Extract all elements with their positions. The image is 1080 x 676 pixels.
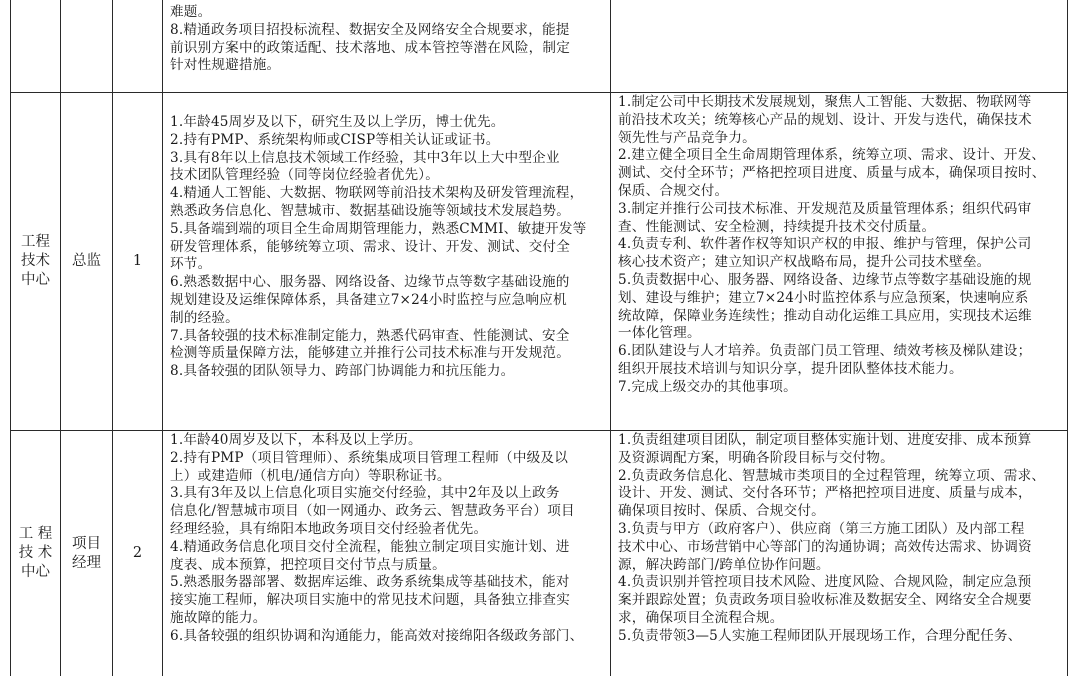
duty-line: 1.制定公司中长期技术发展规划，聚焦人工智能、大数据、物联网等	[618, 94, 1032, 110]
duty-line: 4.负责识别并管控项目技术风险、进度风险、合规风险，制定应急预	[618, 574, 1032, 591]
requirement-line: 5.熟悉服务器部署、数据库运维、政务系统集成等基础技术，能对	[170, 574, 570, 591]
requirement-line: 3.具有8年以上信息技术领域工作经验，其中3年以上大中型企业	[170, 149, 560, 166]
requirement-line: 2.持有PMP（项目管理师）、系统集成项目管理工程师（中级及以	[170, 449, 569, 466]
requirement-line: 8.精通政务项目招投标流程、数据安全及网络安全合规要求，能提	[170, 21, 570, 38]
requirement-line: 规划建设及运维保障体系，具备建立7×24小时监控与应急响应机	[170, 291, 567, 308]
duty-line: 组织开展技术培训与知识分享，提升团队整体技术能力。	[618, 360, 963, 377]
requirement-line: 5.具备端到端的项目全生命周期管理能力，熟悉CMMI、敏捷开发等	[170, 220, 587, 237]
requirement-line: 信息化/智慧城市项目（如一网通办、政务云、智慧政务平台）项目	[170, 503, 575, 520]
duty-line: 6.团队建设与人才培养。负责部门员工管理、绩效考核及梯队建设；	[618, 343, 1032, 360]
duty-line: 3.制定并推行公司技术标准、开发规范及质量管理体系；组织代码审	[618, 200, 1032, 217]
position-label: 总监	[72, 253, 101, 269]
requirement-line: 1.年龄45周岁及以下，研究生及以上学历，博士优先。	[170, 114, 505, 130]
row-divider	[10, 92, 1068, 93]
requirement-line: 4.精通政务信息化项目交付全流程，能独立制定项目实施计划、进	[170, 538, 570, 555]
duty-line: 设计、开发、测试、交付各环节；严格把控项目进度、质量与成本，	[618, 485, 1032, 502]
requirement-line: 经理经验，具有绵阳本地政务项目交付经验者优先。	[170, 520, 488, 537]
position-cell	[61, 431, 112, 676]
duties-cell	[618, 94, 1064, 428]
department-label: 工 程 技 术 中心	[18, 526, 53, 580]
requirement-line: 1.年龄40周岁及以下，本科及以上学历。	[170, 432, 422, 448]
requirement-line: 前识别方案中的政策适配、技术落地、成本管控等潜在风险，制定	[170, 39, 571, 56]
requirement-line: 7.具备较强的技术标准制定能力，熟悉代码审查、性能测试、安全	[170, 327, 570, 344]
duty-line: 查、性能测试、安全检测，持续提升技术交付质量。	[618, 218, 936, 235]
position-cell	[61, 93, 112, 430]
requirement-line: 上）或建造师（机电/通信方向）等职称证书。	[170, 467, 451, 484]
duty-line: 领先性与产品竞争力。	[618, 129, 756, 146]
duty-line: 划、建设与维护；建立7×24小时监控体系与应急预案，快速响应系	[618, 289, 1029, 306]
duty-line: 3.负责与甲方（政府客户）、供应商（第三方施工团队）及内部工程	[618, 520, 1025, 537]
requirement-line: 技术团队管理经验（同等岗位经验者优先）。	[170, 167, 440, 184]
duty-line: 2.负责政务信息化、智慧城市类项目的全过程管理，统筹立项、需求、	[618, 467, 1046, 484]
department-cell	[11, 431, 60, 676]
requirement-line: 制的经验。	[170, 309, 239, 326]
position-label: 项目 经理	[72, 535, 101, 571]
count-cell	[113, 431, 162, 676]
column-divider	[610, 0, 611, 676]
recruitment-table	[10, 0, 1068, 676]
duty-line: 一体化管理。	[618, 325, 701, 342]
row-divider	[10, 430, 1068, 431]
count-cell	[113, 93, 162, 430]
requirements-cell	[170, 432, 606, 676]
department-cell	[11, 93, 60, 430]
duty-line: 确保项目按时、保质、合规交付。	[618, 503, 825, 520]
requirement-line: 3.具有3年及以上信息化项目实施交付经验，其中2年及以上政务	[170, 485, 560, 502]
duty-line: 前沿技术攻关；统筹核心产品的规划、设计、开发与迭代，确保技术	[618, 111, 1032, 128]
requirement-line: 施故障的能力。	[170, 609, 267, 626]
headcount-value: 2	[132, 545, 143, 561]
duty-line: 保质、合规交付。	[618, 182, 729, 199]
requirement-line: 检测等质量保障方法，能够建立并推行公司技术标准与开发规范。	[170, 345, 571, 362]
duty-line: 4.负责专利、软件著作权等知识产权的申报、维护与管理，保护公司	[618, 236, 1032, 253]
duty-line: 5.负责带领3—5人实施工程师团队开展现场工作，合理分配任务、	[618, 627, 1022, 644]
requirement-line: 熟悉政务信息化、智慧城市、数据基础设施等领域技术发展趋势。	[170, 202, 571, 219]
table-border-right	[1067, 0, 1068, 676]
table-row	[170, 4, 606, 90]
duty-line: 核心技术资产；建立知识产权战略布局，提升公司技术壁垒。	[618, 254, 991, 271]
duty-line: 源，解决跨部门/跨单位协作问题。	[618, 556, 830, 573]
requirement-line: 针对性规避措施。	[170, 57, 281, 74]
requirement-line: 4.精通人工智能、大数据、物联网等前沿技术架构及研发管理流程，	[170, 185, 584, 202]
column-divider	[162, 0, 163, 676]
duty-line: 及资源调配方案，明确各阶段目标与交付物。	[618, 449, 894, 466]
duty-line: 7.完成上级交办的其他事项。	[618, 378, 797, 395]
requirement-line: 6.熟悉数据中心、服务器、网络设备、边缘节点等数字基础设施的	[170, 274, 570, 291]
duty-line: 技术中心、市场营销中心等部门的沟通协调；高效传达需求、协调资	[618, 538, 1032, 555]
duties-cell	[618, 432, 1064, 676]
duty-line: 案并跟踪处置；负责政务项目验收标准及数据安全、网络安全合规要	[618, 592, 1032, 609]
department-label: 工程 技术 中心	[21, 234, 50, 288]
requirements-cell	[170, 114, 606, 426]
requirement-line: 度表、成本预算，把控项目交付节点与质量。	[170, 556, 446, 573]
requirement-line: 2.持有PMP、系统架构师或CISP等相关认证或证书。	[170, 131, 500, 148]
requirement-line: 难题。	[170, 4, 212, 20]
requirement-line: 6.具备较强的组织协调和沟通能力，能高效对接绵阳各级政务部门、	[170, 627, 584, 644]
requirement-line: 环节。	[170, 256, 212, 273]
requirement-line: 8.具备较强的团队领导力、跨部门协调能力和抗压能力。	[170, 363, 515, 380]
headcount-value: 1	[132, 253, 143, 269]
duty-line: 5.负责数据中心、服务器、网络设备、边缘节点等数字基础设施的规	[618, 271, 1032, 288]
duty-line: 1.负责组建项目团队，制定项目整体实施计划、进度安排、成本预算	[618, 432, 1032, 448]
duty-line: 2.建立健全项目全生命周期管理体系，统筹立项、需求、设计、开发、	[618, 147, 1046, 164]
requirement-line: 研发管理体系，能够统筹立项、需求、设计、开发、测试、交付全	[170, 238, 571, 255]
duty-line: 求，确保项目全流程合规。	[618, 609, 784, 626]
duty-line: 测试、交付全环节；严格把控项目进度、质量与成本，确保项目按时、	[618, 165, 1046, 182]
duty-line: 统故障，保障业务连续性；推动自动化运维工具应用，实现技术运维	[618, 307, 1032, 324]
requirement-line: 接实施工程师，解决项目实施中的常见技术问题，具备独立排查实	[170, 592, 571, 609]
